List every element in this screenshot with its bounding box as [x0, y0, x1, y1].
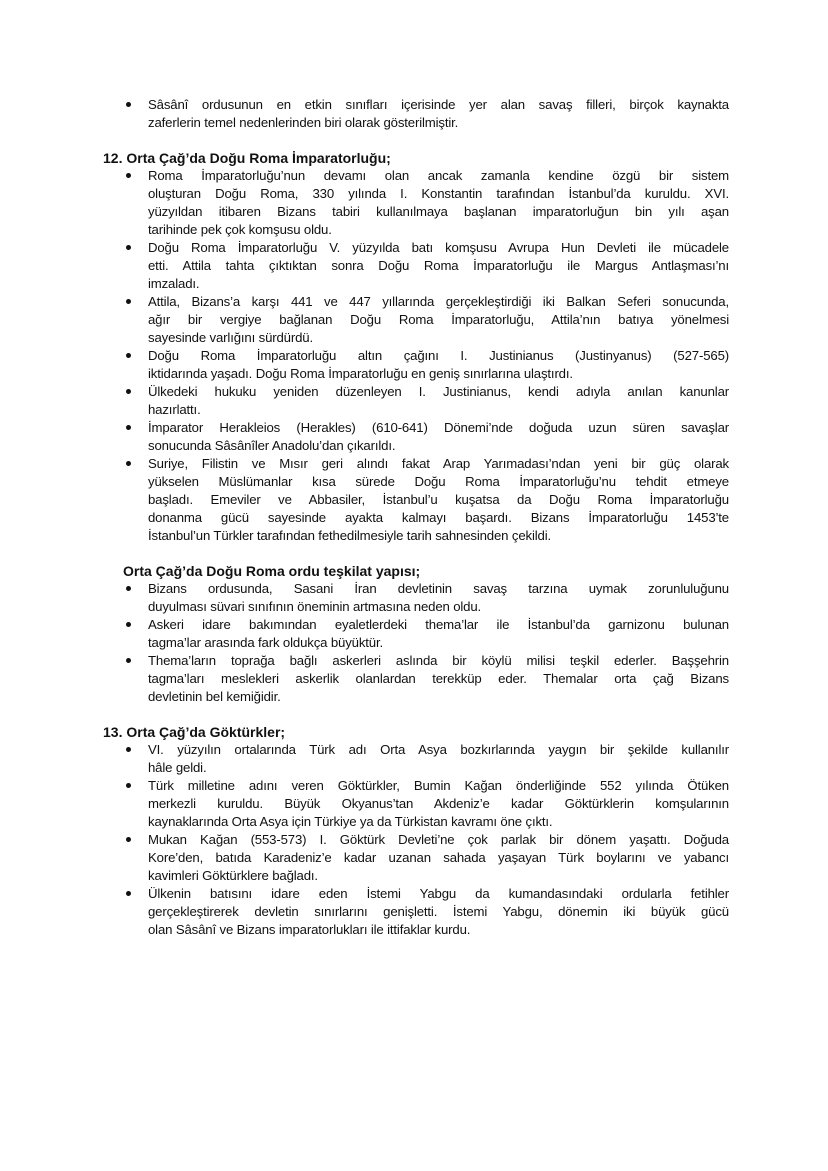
section: [103, 723, 729, 939]
section: [103, 562, 729, 706]
text-line: imzaladı.: [148, 276, 200, 291]
bullet-icon: [126, 837, 131, 842]
text-line: tarihinde pek çok komşusu oldu.: [148, 222, 332, 237]
text-line: Thema’ların toprağa bağlı askerleri aslında bir köylü milisi teşkil ederler. Başşehrin: [148, 653, 729, 668]
text-line: Sâsânî ordusunun en etkin sınıfları içerisinde yer alan savaş filleri, birçok kaynakta: [148, 97, 729, 112]
text-line: ağır bir vergiye bağlanan Doğu Roma İmparatorluğu, Attila’nın batıya yönelmesi: [148, 312, 729, 327]
text-line: Attila, Bizans’a karşı 441 ve 447 yıllarında gerçekleştirdiği iki Balkan Seferi sonucunda,: [148, 294, 729, 309]
text-line: donanma gücü sayesinde ayakta kalmayı başardı. Bizans İmparatorluğu 1453’te: [148, 510, 729, 525]
text-line: Ülkenin batısını idare eden İstemi Yabgu da kumandasındaki ordularla fetihler: [148, 886, 729, 901]
list-item: [103, 167, 729, 239]
text-line: Kore’den, batıda Karadeniz’e kadar uzanan sahada yaşayan Türk boylarını ve yabancı: [148, 850, 729, 865]
list-item: [103, 293, 729, 347]
text-line: Roma İmparatorluğu’nun devamı olan ancak zamanla kendine özgü bir sistem: [148, 168, 729, 183]
bullet-icon: [126, 622, 131, 627]
text-line: duyulması süvari sınıfının öneminin artmasına neden oldu.: [148, 599, 482, 614]
bullet-icon: [126, 891, 131, 896]
text-line: sayesinde varlığını sürdürdü.: [148, 330, 313, 345]
text-line: tagma’lar arasında fark oldukça büyüktür.: [148, 635, 384, 650]
list-item: [103, 580, 729, 616]
text-line: merkezli kuruldu. Büyük Okyanus’tan Akdeniz’e kadar Göktürklerin komşularının: [148, 796, 729, 811]
text-line: devletinin bel kemiğidir.: [148, 689, 281, 704]
text-line: Bizans ordusunda, Sasani İran devletinin savaş tarzına uymak zorunluluğunu: [148, 581, 729, 596]
text-line: İstanbul’un Türkler tarafından fethedilmesiyle tarih sahnesinden çekildi.: [148, 528, 551, 543]
bullet-icon: [126, 658, 131, 663]
text-line: kavimleri Göktürklere bağladı.: [148, 868, 318, 883]
text-line: zaferlerin temel nedenlerinden biri olarak gösterilmiştir.: [148, 115, 459, 130]
bullet-icon: [126, 425, 131, 430]
list-item: [103, 777, 729, 831]
list-item: [103, 239, 729, 293]
list-item: [103, 347, 729, 383]
bullet-icon: [126, 389, 131, 394]
bullet-icon: [126, 461, 131, 466]
section: [103, 149, 729, 545]
text-line: etti. Attila tahta çıktıktan sonra Doğu Roma İmparatorluğu ile Margus Antlaşması’nı: [148, 258, 729, 273]
text-line: Ülkedeki hukuku yeniden düzenleyen I. Justinianus, kendi adıyla anılan kanunlar: [148, 384, 729, 399]
bullet-icon: [126, 353, 131, 358]
list-item: [103, 741, 729, 777]
text-line: Askeri idare bakımından eyaletlerdeki thema’lar ile İstanbul’da garnizonu bulunan: [148, 617, 729, 632]
text-line: olan Sâsânî ve Bizans imparatorlukları ile ittifaklar kurdu.: [148, 922, 471, 937]
list-item: [103, 831, 729, 885]
text-line: Suriye, Filistin ve Mısır geri alındı fakat Arap Yarımadası’ndan yeni bir güç olarak: [148, 456, 729, 471]
text-line: yüzyıldan itibaren Bizans tabiri kullanılmaya başlanan imparatorluğun bin yılı aşan: [148, 204, 729, 219]
text-line: kaynaklarında Orta Asya için Türkiye ya da Türkistan kavramı öne çıktı.: [148, 814, 553, 829]
text-line: VI. yüzyılın ortalarında Türk adı Orta Asya bozkırlarında yaygın bir şekilde kullanılır: [148, 742, 729, 757]
bullet-icon: [126, 173, 131, 178]
text-line: hâle geldi.: [148, 760, 207, 775]
text-line: İmparator Herakleios (Herakles) (610-641) Dönemi’nde doğuda uzun süren savaşlar: [148, 420, 729, 435]
document-page: [103, 96, 729, 939]
section: [103, 96, 729, 132]
text-line: Mukan Kağan (553-573) I. Göktürk Devleti’ne çok parlak bir dönem yaşattı. Doğuda: [148, 832, 729, 847]
section-heading: 12. Orta Çağ’da Doğu Roma İmparatorluğu;: [103, 150, 391, 166]
section-heading: Orta Çağ’da Doğu Roma ordu teşkilat yapısı;: [123, 563, 421, 579]
bullet-icon: [126, 102, 131, 107]
bullet-icon: [126, 747, 131, 752]
list-item: [103, 383, 729, 419]
list-item: [103, 419, 729, 455]
text-line: hazırlattı.: [148, 402, 201, 417]
text-line: Doğu Roma İmparatorluğu V. yüzyılda batı komşusu Avrupa Hun Devleti ile mücadele: [148, 240, 729, 255]
text-line: yükselen Müslümanlar kısa sürede Doğu Roma İmparatorluğu’nu tehdit etmeye: [148, 474, 729, 489]
bullet-icon: [126, 299, 131, 304]
text-line: sonucunda Sâsânîler Anadolu’dan çıkarıldı.: [148, 438, 396, 453]
text-line: başladı. Emeviler ve Abbasiler, İstanbul’u kuşatsa da Doğu Roma İmparatorluğu: [148, 492, 729, 507]
bullet-icon: [126, 783, 131, 788]
bullet-icon: [126, 586, 131, 591]
text-line: iktidarında yaşadı. Doğu Roma İmparatorluğu en geniş sınırlarına ulaştırdı.: [148, 366, 573, 381]
list-item: [103, 455, 729, 545]
section-heading: 13. Orta Çağ’da Göktürkler;: [103, 724, 286, 740]
text-line: oluşturan Doğu Roma, 330 yılında I. Konstantin tarafından İstanbul’da kuruldu. XVI.: [148, 186, 729, 201]
text-line: Doğu Roma İmparatorluğu altın çağını I. Justinianus (Justinyanus) (527-565): [148, 348, 729, 363]
text-line: tagma’ları meslekleri askerlik olanlardan terekküp eder. Themalar orta çağ Bizans: [148, 671, 729, 686]
bullet-icon: [126, 245, 131, 250]
text-line: gerçekleştirerek devletin sınırlarını genişletti. İstemi Yabgu, dönemin iki büyük gücü: [148, 904, 729, 919]
list-item: [103, 616, 729, 652]
list-item: [103, 96, 729, 132]
list-item: [103, 652, 729, 706]
list-item: [103, 885, 729, 939]
text-line: Türk milletine adını veren Göktürkler, Bumin Kağan önderliğinde 552 yılında Ötüken: [148, 778, 729, 793]
